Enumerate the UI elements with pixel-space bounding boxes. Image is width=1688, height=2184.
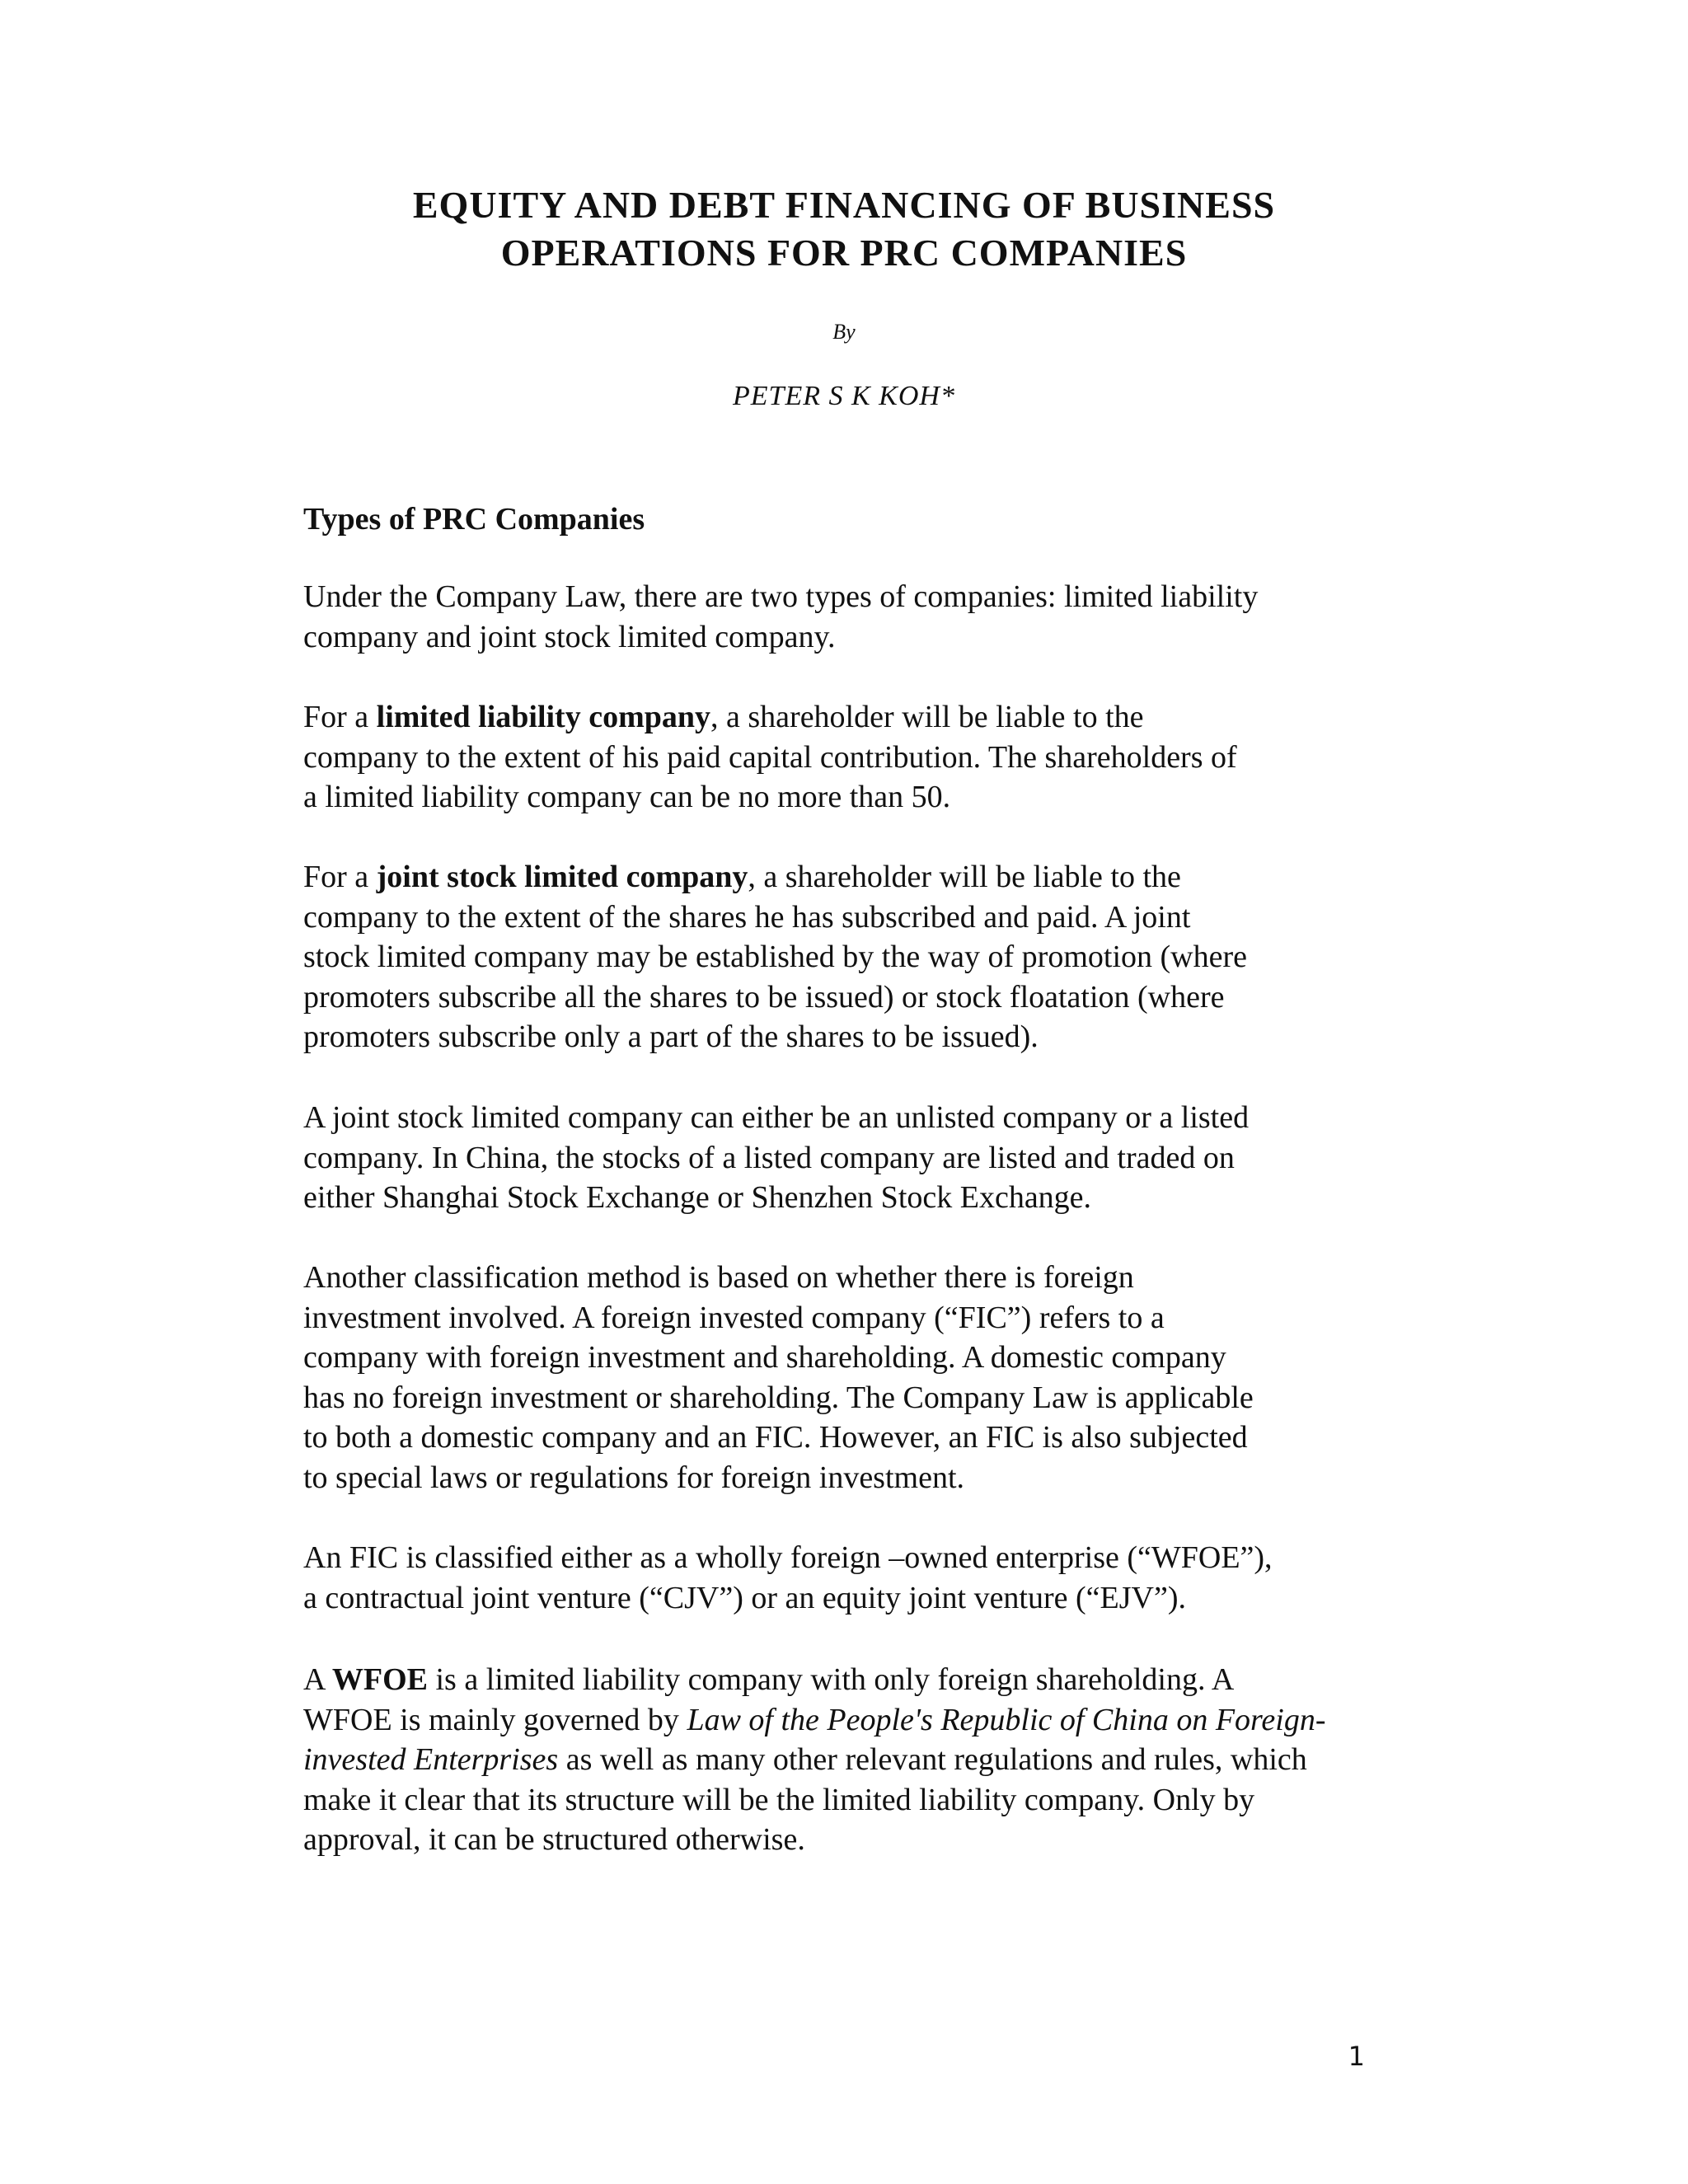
document-title-line-1: EQUITY AND DEBT FINANCING OF BUSINESS [412,184,1276,226]
text-line: either Shanghai Stock Exchange or Shenzhen Stock Exchange. [303,1180,1092,1215]
bold-term: limited liability company [376,700,711,734]
text-line: A joint stock limited company can either be an unlisted company or a listed [303,1100,1250,1135]
text-line [303,1740,1391,1780]
text-run: , a shareholder will be liable to the [710,700,1144,734]
text-line: stock limited company may be established by the way of promotion (where [303,940,1247,974]
text-line: promoters subscribe only a part of the shares to be issued). [303,1019,1039,1054]
text-run: , a shareholder will be liable to the [748,860,1181,894]
text-line: company. In China, the stocks of a listed company are listed and traded on [303,1140,1235,1175]
text-run: WFOE is mainly governed by [303,1702,687,1737]
paragraph-joint-stock [303,857,1391,1057]
paragraph-limited-liability [303,697,1391,818]
text-line: make it clear that its structure will be the limited liability company. Only by [303,1782,1255,1817]
italic-law-title: invested Enterprises [303,1742,559,1777]
text-line: company and joint stock limited company. [303,619,836,654]
text-line: has no foreign investment or shareholding. The Company Law is applicable [303,1380,1254,1415]
text-line: Under the Company Law, there are two types of companies: limited liability [303,579,1259,614]
byline-by: By [832,320,856,344]
text-line: a contractual joint venture (“CJV”) or an equity joint venture (“EJV”). [303,1580,1186,1615]
author-name: PETER S K KOH* [733,381,955,411]
text-line: to both a domestic company and an FIC. However, an FIC is also subjected [303,1420,1248,1455]
text-line [303,697,1391,738]
text-run: For a [303,860,377,894]
text-line: investment involved. A foreign invested company (“FIC”) refers to a [303,1300,1165,1335]
text-run: is a limited liability company with only foreign shareholding. A [427,1662,1235,1697]
bold-term: joint stock limited company [376,860,748,894]
text-line: company with foreign investment and shareholding. A domestic company [303,1340,1226,1375]
paragraph-fic-classification [303,1538,1391,1618]
text-line [303,857,1391,898]
paragraph-foreign-investment [303,1258,1391,1497]
text-line [303,1660,1391,1700]
text-line: a limited liability company can be no more than 50. [303,780,951,814]
paragraph-listed-unlisted [303,1098,1391,1218]
text-line: company to the extent of the shares he has subscribed and paid. A joint [303,899,1191,935]
text-line [303,1700,1391,1741]
paragraph-wfoe [303,1660,1391,1860]
text-line: approval, it can be structured otherwise. [303,1822,805,1857]
italic-law-title: Law of the People's Republic of China on Foreign- [687,1702,1326,1737]
bold-term: WFOE [331,1662,428,1697]
page-number: 1 [1348,2041,1365,2072]
text-line: An FIC is classified either as a wholly foreign –owned enterprise (“WFOE”), [303,1540,1273,1575]
text-line: Another classification method is based on whether there is foreign [303,1260,1134,1295]
section-heading: Types of PRC Companies [303,502,645,537]
text-run: A [303,1662,332,1697]
text-line: promoters subscribe all the shares to be issued) or stock floatation (where [303,979,1225,1015]
text-run: as well as many other relevant regulations and rules, which [558,1742,1307,1777]
text-line: to special laws or regulations for foreign investment. [303,1460,965,1495]
text-line: company to the extent of his paid capital contribution. The shareholders of [303,739,1237,775]
document-title-line-2: OPERATIONS FOR PRC COMPANIES [500,232,1188,274]
paragraph-company-types [303,577,1391,657]
text-run: For a [303,700,377,734]
